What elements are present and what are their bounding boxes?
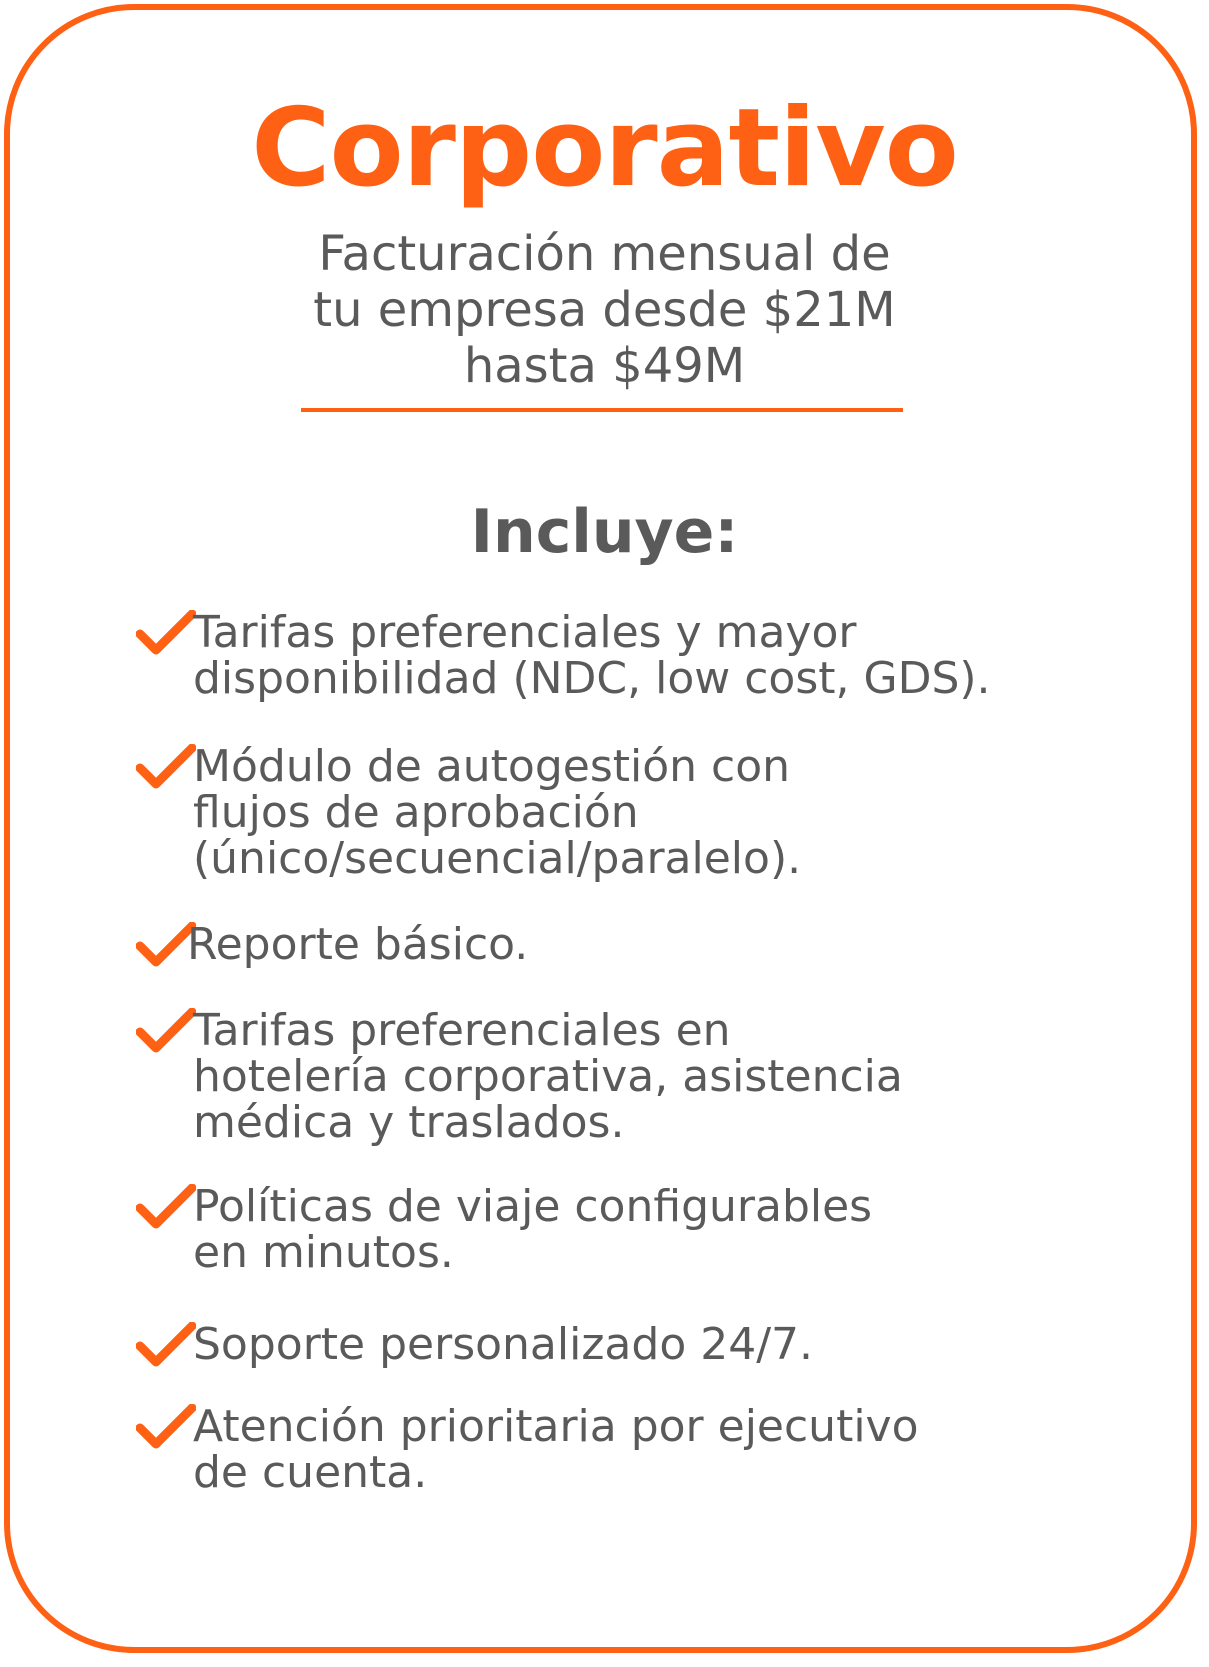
includes-heading: Incluye:: [470, 497, 739, 567]
feature-text: [187, 919, 1137, 970]
feature-line: de cuenta.: [193, 1447, 428, 1498]
subtitle-line: hasta $49M: [463, 338, 746, 394]
checkmark-icon: [136, 1184, 196, 1230]
feature-line: Tarifas preferenciales y mayor: [193, 607, 857, 658]
checkmark-icon: [136, 1404, 196, 1450]
checkmark-icon: [136, 610, 196, 656]
feature-text: [193, 1181, 1143, 1278]
plan-subtitle: [0, 226, 1209, 394]
feature-text: [193, 607, 1143, 704]
subtitle-line: Facturación mensual de: [318, 226, 891, 282]
divider-line: [301, 408, 903, 412]
feature-text: [193, 741, 1143, 884]
feature-text: [193, 1401, 1143, 1498]
feature-line: médica y traslados.: [193, 1097, 625, 1148]
feature-line: Módulo de autogestión con: [193, 741, 791, 792]
feature-line: disponibilidad (NDC, low cost, GDS).: [193, 653, 991, 704]
feature-line: flujos de aprobación: [193, 787, 639, 838]
feature-line: en minutos.: [193, 1227, 454, 1278]
feature-line: Políticas de viaje configurables: [193, 1181, 873, 1232]
plan-title: Corporativo: [251, 86, 958, 211]
feature-line: Reporte básico.: [187, 919, 529, 970]
feature-text: [193, 1319, 1143, 1370]
subtitle-line: tu empresa desde $21M: [313, 282, 896, 338]
checkmark-icon: [136, 1322, 196, 1368]
checkmark-icon: [136, 1008, 196, 1054]
feature-line: hotelería corporativa, asistencia: [193, 1051, 903, 1102]
feature-line: (único/secuencial/paralelo).: [193, 833, 802, 884]
feature-line: Tarifas preferenciales en: [193, 1005, 731, 1056]
checkmark-icon: [136, 744, 196, 790]
feature-text: [193, 1005, 1143, 1148]
feature-line: Soporte personalizado 24/7.: [193, 1319, 814, 1370]
feature-line: Atención prioritaria por ejecutivo: [193, 1401, 919, 1452]
